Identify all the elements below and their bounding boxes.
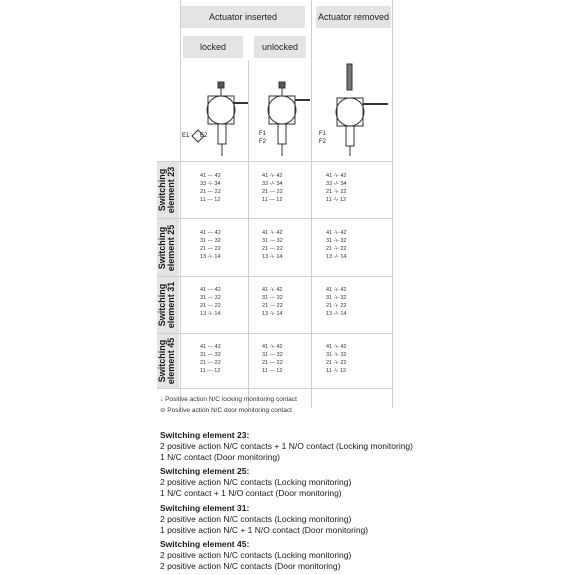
arrow-down-icon: ↓ — [160, 396, 164, 403]
contact-line: 33 -/- 34 — [262, 181, 283, 187]
description-45 — [160, 539, 351, 572]
description-title: Switching element 45: — [160, 539, 250, 549]
table-divider — [157, 218, 393, 219]
legend-door-text: Positive action N/C door monitoring contact — [167, 407, 292, 414]
subheader-locked: locked — [199, 42, 226, 52]
description-title: Switching element 23: — [160, 430, 250, 440]
contact-line: 33 -/- 34 — [326, 181, 347, 187]
label-e1: E1 — [182, 133, 190, 139]
contact-line: 11 -\- 12 — [326, 368, 347, 374]
diagram-unlocked — [268, 82, 310, 156]
contact-line: 21 --- 22 — [262, 189, 283, 195]
description-line: 1 N/C contact + 1 N/O contact (Door monitoring) — [160, 488, 342, 498]
diagram-removed — [336, 64, 388, 156]
row-label-31-line2: element 31 — [166, 281, 176, 329]
row-label-45-line2: element 45 — [166, 337, 176, 385]
description-line: 2 positive action N/C contacts (Locking monitoring) — [160, 514, 352, 524]
header-actuator-inserted: Actuator inserted — [208, 12, 278, 22]
description-line: 2 positive action N/C contacts (Locking monitoring) — [160, 477, 352, 487]
contact-line: 21 --- 22 — [200, 303, 221, 309]
description-line: 2 positive action N/C contacts (Door monitoring) — [160, 561, 341, 571]
contact-line: 41 -\- 42 — [326, 287, 347, 293]
description-line: 1 N/C contact (Door monitoring) — [160, 452, 280, 462]
contact-line: 41 -\- 42 — [262, 344, 283, 350]
label-e2: E2 — [200, 133, 208, 139]
contact-line: 31 -\- 32 — [326, 238, 347, 244]
description-23 — [160, 430, 413, 463]
contact-line: 41 -\- 42 — [262, 287, 283, 293]
contact-line: 21 --- 22 — [262, 246, 283, 252]
contact-line: 13 -/- 14 — [326, 254, 347, 260]
row-label-23-line1: Switching — [157, 168, 167, 212]
contact-line: 11 --- 12 — [262, 368, 283, 374]
legend-door — [160, 406, 292, 414]
contact-line: 11 --- 12 — [262, 197, 283, 203]
contact-line: 21 -\- 22 — [326, 246, 347, 252]
contact-line: 21 -\- 22 — [326, 303, 347, 309]
contact-line: 41 -\- 42 — [262, 230, 283, 236]
legend-locking-text: Positive action N/C locking monitoring contact — [165, 396, 297, 403]
contact-line: 41 --- 42 — [200, 173, 221, 179]
contact-line: 21 --- 22 — [262, 360, 283, 366]
table-divider — [157, 276, 393, 277]
contact-line: 13 -\- 14 — [200, 311, 221, 317]
row-label-23-line2: element 23 — [166, 166, 176, 214]
label-f2b: F2 — [319, 139, 327, 145]
contact-line: 31 --- 32 — [200, 238, 221, 244]
contact-line: 41 -\- 42 — [326, 173, 347, 179]
circle-arrow-icon: ⊝ — [160, 407, 166, 414]
contact-line: 41 -\- 42 — [262, 173, 283, 179]
contact-line: 13 -\- 14 — [262, 311, 283, 317]
contact-line: 31 -\- 32 — [326, 295, 347, 301]
description-title: Switching element 31: — [160, 503, 250, 513]
label-f2: F2 — [259, 139, 267, 145]
contact-line: 21 -\- 22 — [326, 360, 347, 366]
row-label-25-line1: Switching — [157, 226, 167, 270]
contact-line: 31 --- 32 — [262, 352, 283, 358]
subheader-unlocked: unlocked — [261, 42, 299, 52]
contact-line: 41 -\- 42 — [326, 344, 347, 350]
contact-line: 11 --- 12 — [200, 197, 221, 203]
contact-line: 13 -/- 14 — [326, 311, 347, 317]
contact-line: 41 -\- 42 — [326, 230, 347, 236]
contact-line: 21 -\- 22 — [326, 189, 347, 195]
row-label-25-line2: element 25 — [166, 224, 176, 272]
label-f1b: F1 — [319, 131, 327, 137]
contact-line: 21 --- 22 — [200, 189, 221, 195]
label-f1: F1 — [259, 131, 267, 137]
contact-line: 21 --- 22 — [262, 303, 283, 309]
contact-line: 31 --- 32 — [200, 295, 221, 301]
actuator-diagrams — [178, 58, 394, 162]
contact-line: 11 -\- 12 — [326, 197, 347, 203]
contact-line: 13 -\- 14 — [200, 254, 221, 260]
contact-line: 31 --- 32 — [200, 352, 221, 358]
description-line: 2 positive action N/C contacts (Locking monitoring) — [160, 550, 352, 560]
contact-line: 13 -\- 14 — [262, 254, 283, 260]
contact-line: 41 --- 42 — [200, 344, 221, 350]
diagram-locked — [192, 82, 248, 156]
contact-line: 31 -\- 32 — [326, 352, 347, 358]
description-line: 2 positive action N/C contacts + 1 N/O contact (Locking monitoring) — [160, 441, 413, 451]
table-divider — [157, 388, 393, 389]
description-25 — [160, 466, 351, 499]
table-divider — [157, 333, 393, 334]
legend-locking — [160, 396, 297, 403]
description-31 — [160, 503, 368, 536]
contact-line: 21 --- 22 — [200, 360, 221, 366]
contact-line: 11 --- 12 — [200, 368, 221, 374]
contact-line: 41 --- 42 — [200, 230, 221, 236]
contact-line: 31 --- 32 — [262, 295, 283, 301]
contact-line: 31 --- 32 — [262, 238, 283, 244]
contact-line: 41 --- 42 — [200, 287, 221, 293]
contact-line: 33 -\- 34 — [200, 181, 221, 187]
row-label-31-line1: Switching — [157, 283, 167, 327]
description-line: 1 positive action N/C + 1 N/O contact (Door monitoring) — [160, 525, 369, 535]
header-actuator-removed: Actuator removed — [317, 12, 390, 22]
row-label-45-line1: Switching — [157, 339, 167, 383]
description-title: Switching element 25: — [160, 466, 250, 476]
contact-line: 21 --- 22 — [200, 246, 221, 252]
